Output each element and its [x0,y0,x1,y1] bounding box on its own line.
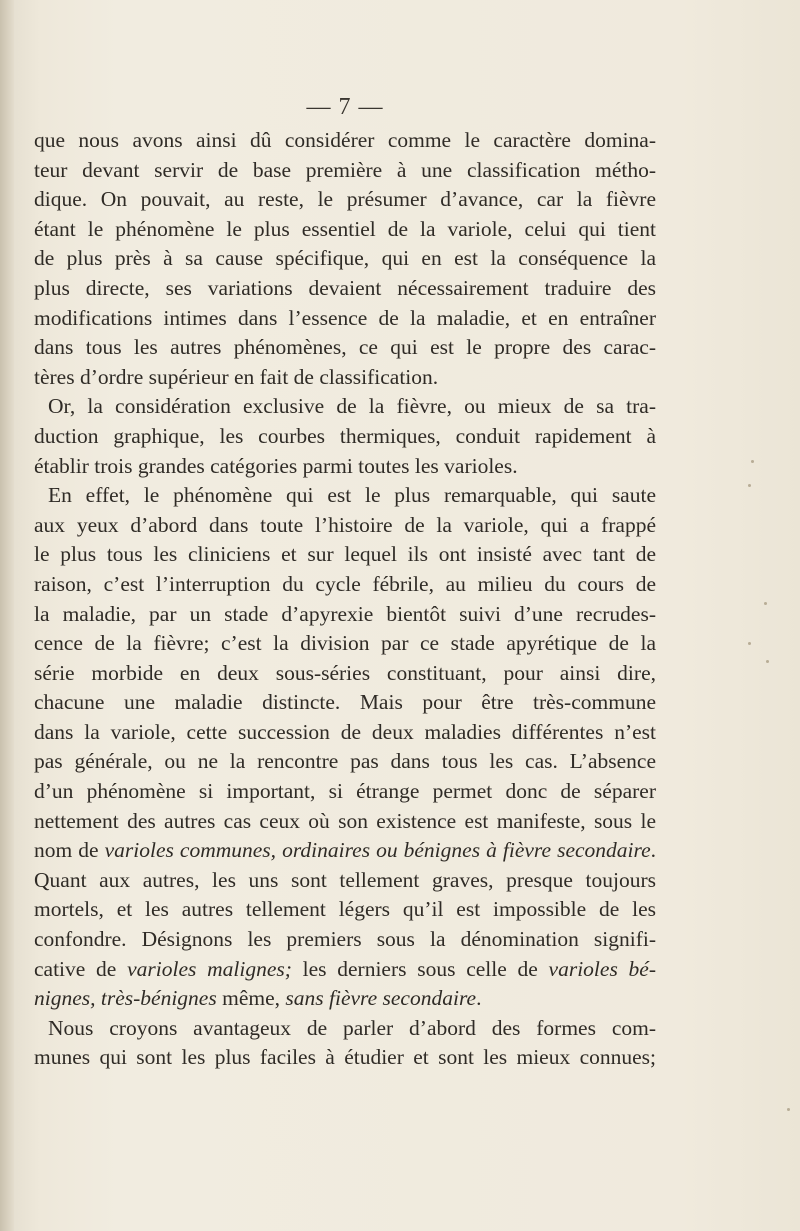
text-run: aux yeux d’abord dans toute l’histoire de la variole, qui a frappé [34,512,656,537]
text-line [34,570,656,600]
text-line [34,925,656,955]
text-line [34,185,656,215]
text-run: que nous avons ainsi dû considérer comme le caractère domina- [34,128,656,152]
italic-text: sans fièvre secondaire [285,986,477,1011]
text-line [34,807,656,837]
text-line [34,984,656,1014]
text-run: dans tous les autres phénomènes, ce qui est le propre des carac- [34,335,656,360]
paper-speck [751,460,754,463]
text-run: cence de la fièvre; c’est la division par ce stade apyrétique de la [34,631,656,656]
text-run: la maladie, par un stade d’apyrexie bientôt suivi d’une recrudes- [34,601,656,626]
text-run: dans la variole, cette succession de deux maladies différentes n’est [34,719,656,744]
text-line [34,629,656,659]
text-line [34,866,656,896]
text-run: chacune une maladie distincte. Mais pour être très-commune [34,690,656,715]
text-line [34,156,656,186]
text-run: série morbide en deux sous-séries constituant, pour ainsi dire, [34,660,656,685]
text-run: raison, c’est l’interruption du cycle fébrile, au milieu du cours de [34,571,656,596]
text-run: pas générale, ou ne la rencontre pas dans tous les cas. L’absence [34,749,656,774]
paper-speck [748,642,751,645]
text-run: . [476,986,482,1011]
text-line [34,215,656,245]
text-run: nettement des autres cas ceux où son existence est manifeste, sous le [34,808,656,833]
text-run: étant le phénomène le plus essentiel de la variole, celui qui tient [34,216,656,241]
paper-speck [787,1108,790,1111]
italic-text: varioles malignes; [127,956,292,981]
text-line [34,333,656,363]
text-line [34,244,656,274]
text-line [34,777,656,807]
text-run: même, [216,986,286,1011]
text-run: plus directe, ses variations devaient nécessairement traduire des [34,275,656,300]
text-line [34,688,656,718]
text-line [34,1014,656,1044]
italic-text: varioles bé- [548,956,657,981]
binding-shadow [0,0,14,1231]
text-run: d’un phénomène si important, si étrange permet donc de séparer [34,779,656,804]
text-run: les derniers sous celle de [291,956,549,981]
text-run: établir trois grandes catégories parmi toutes les varioles. [34,453,518,478]
text-line [34,836,656,866]
text-run: Quant aux autres, les uns sont tellement graves, presque toujours [34,867,656,892]
text-line [34,511,656,541]
italic-text: varioles communes, ordinaires ou bénignes à fièvre secondaire [104,838,651,863]
text-run: de plus près à sa cause spécifique, qui en est la conséquence la [34,246,656,271]
text-run: . [650,838,656,863]
text-run: le plus tous les cliniciens et sur lequel ils ont insisté avec tant de [34,542,656,567]
paper-speck [748,484,751,487]
text-run: munes qui sont les plus faciles à étudier et sont les mieux connues; [34,1045,656,1070]
text-run: teur devant servir de base première à une classification métho- [34,157,656,182]
text-line [34,392,656,422]
text-run: confondre. Désignons les premiers sous la dénomination signifi- [34,927,656,952]
text-run: Or, la considération exclusive de la fièvre, ou mieux de sa tra- [48,394,656,419]
text-run: duction graphique, les courbes thermiques, conduit rapidement à [34,423,656,448]
text-line [34,1043,656,1073]
text-run: En effet, le phénomène qui est le plus remarquable, qui saute [48,483,656,508]
text-run: dique. On pouvait, au reste, le présumer d’avance, car la fièvre [34,187,656,212]
page-number: — 7 — [306,94,384,120]
italic-text: nignes, très-bénignes [34,986,217,1011]
text-line [34,955,656,985]
paper-speck [764,602,767,605]
text-run: tères d’ordre supérieur en fait de classification. [34,364,439,389]
text-line [34,895,656,925]
text-line [34,304,656,334]
text-line [34,126,656,156]
text-run: nom de [34,838,105,863]
text-line [34,659,656,689]
text-line [34,718,656,748]
body-text [34,126,656,1073]
text-line [34,600,656,630]
text-line [34,363,656,393]
text-line [34,747,656,777]
text-line [34,481,656,511]
paper-speck [766,660,769,663]
text-run: cative de [34,956,128,981]
text-run: mortels, et les autres tellement légers qu’il est impossible de les [34,897,656,922]
text-run: Nous croyons avantageux de parler d’abord des formes com- [48,1015,656,1040]
text-line [34,274,656,304]
text-line [34,540,656,570]
text-line [34,452,656,482]
text-run: modifications intimes dans l’essence de la maladie, et en entraîner [34,305,656,330]
text-line [34,422,656,452]
